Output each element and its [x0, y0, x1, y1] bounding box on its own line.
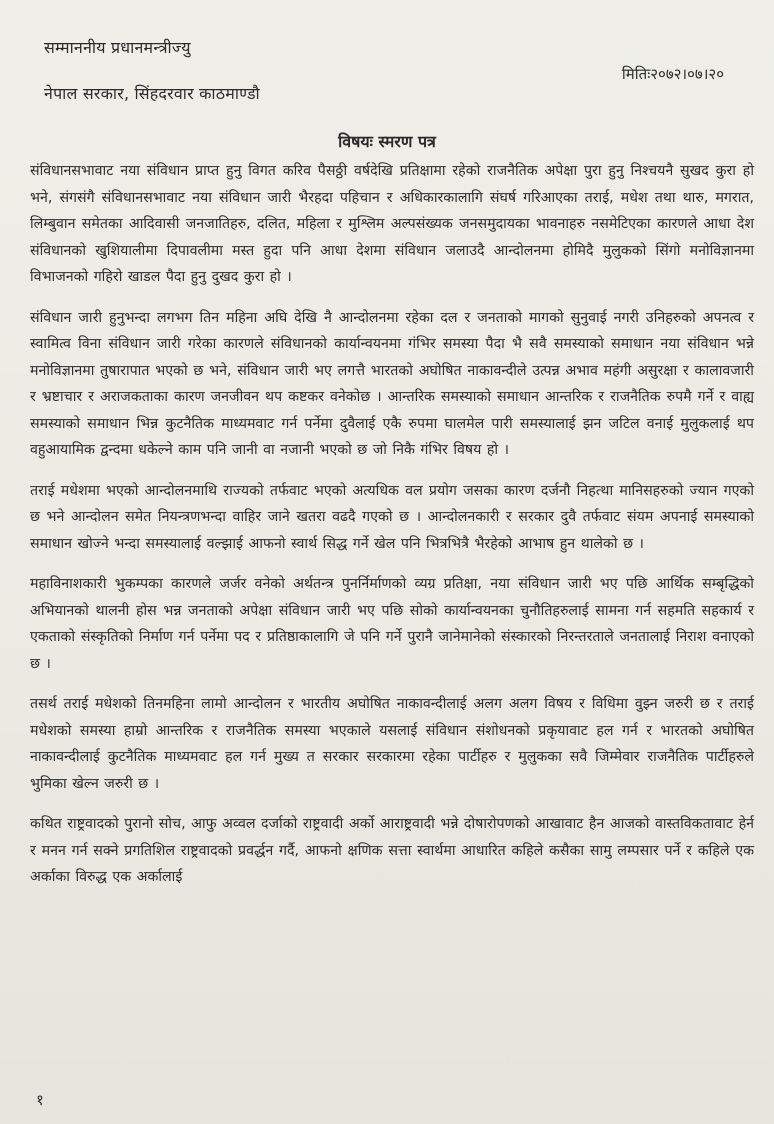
paragraph-5: तसर्थ तराई मधेशको तिनमहिना लामो आन्दोलन र भारतीय अघोषित नाकावन्दीलाई अलग अलग विषय र विधिमा वुझ्न जरुरी छ र तराई मधेशको समस्या हाम्रो आन्तरिक र राजनैतिक समस्या भएकाले यसलाई संविधान संशोधनको प्रकृयावाट हल गर्न र भारतको अघोषित नाकावन्दीलाई कुटनैतिक माध्यमवाट हल गर्न मुख्य त सरकार सरकारमा रहेका पार्टीहरु र मुलुकका सवै जिम्मेवार राजनैतिक पार्टीहरुले भुमिका खेल्न जरुरी छ । [30, 696, 754, 792]
addressee-title: सम्माननीय प्रधानमन्त्रीज्यु [44, 38, 191, 57]
paragraph-4: महाविनाशकारी भुकम्पका कारणले जर्जर वनेको अर्थतन्त्र पुनर्निर्माणको व्यग्र प्रतिक्षा, नया संविधान जारी भए पछि आर्थिक सम्बृद्धिको अभियानको थालनी होस भन्न जनताको अपेक्षा संविधान जारी भए पछि सोको कार्यान्वयनका चुनौतिहरुलाई सामना गर्न सहमति सहकार्य र एकताको संस्कृतिको निर्माण गर्न पर्नेमा पद र प्रतिष्ठाकालागि जे पनि गर्ने पुरानै जानेमानेको संस्कारको निरन्तरताले जनतालाई निराश वनाएको छ । [30, 576, 754, 672]
letter-subject: विषयः स्मरण पत्र [338, 132, 436, 151]
paragraph-6: कथित राष्ट्रवादको पुरानो सोच, आफु अव्वल दर्जाको राष्ट्रवादी अर्को आराष्ट्रवादी भन्ने दोषारोपणको आखावाट हैन आजको वास्तविकतावाट हेर्न र मनन गर्न सक्ने प्रगतिशिल राष्ट्रवादको प्रवर्द्धन गर्दै, आफनो क्षणिक सत्ता स्वार्थमा आधारित कहिले कसैका सामु लम्पसार पर्ने र कहिले एक अर्काका विरुद्ध एक अर्कालाई [30, 816, 754, 885]
addressee-office: नेपाल सरकार, सिंहदरवार काठमाण्डौ [44, 84, 260, 103]
paragraph-2: संविधान जारी हुनुभन्दा लगभग तिन महिना अघि देखि नै आन्दोलनमा रहेका दल र जनताको मागको सुनुवाई नगरी उनिहरुको अपनत्व र स्वामित्व विना संविधान जारी गरेका कारणले संविधानको कार्यान्वयनमा गंभिर समस्या पैदा भै सवै समस्याको समाधान नया संविधान भन्ने मनोविज्ञानमा तुषारापात भएको छ भने, संविधान जारी भए लगत्तै भारतको अघोषित नाकावन्दीले उत्पन्न अभाव महंगी असुरक्षा र कालावजारी र भ्रष्टाचार र अराजकताका कारण जनजीवन थप कष्टकर वनेकोछ । आन्तरिक समस्याको समाधान आन्तरिक र राजनैतिक रुपमै गर्ने र वाह्य समस्याको समाधान भिन्न कुटनैतिक माध्यमवाट गर्न पर्नेमा दुवैलाई एकै रुपमा घालमेल पारी समस्यालाई झन जटिल वनाई मुलुकलाई थप वहुआयामिक द्वन्दमा धकेल्ने काम पनि जानी वा नजानी भएको छ जो निकै गंभिर विषय हो । [30, 309, 754, 458]
paragraph-1: संविधानसभावाट नया संविधान प्राप्त हुनु विगत करिव पैसठ्ठी वर्षदेखि प्रतिक्षामा रहेको राजनैतिक अपेक्षा पुरा हुनु निश्चयनै सुखद कुरा हो भने, संगसंगै संविधानसभावाट नया संविधान जारी भैरहदा पहिचान र अधिकारकालागि संघर्ष गरिआएका तराई, मधेश तथा थारु, मगरात, लिम्बुवान समेतका आदिवासी जनजातिहरु, दलित, महिला र मुश्लिम अल्पसंख्यक जनसमुदायका भावनाहरु नसमेटिएका कारणले आधा देश संविधानको खुशियालीमा दिपावलीमा मस्त हुदा पनि आधा देशमा संविधान जलाउदै आन्दोलनमा होमिदै मुलुकको सिंगो मनोविज्ञानमा विभाजनको गहिरो खाडल पैदा हुनु दुखद कुरा हो । [30, 163, 754, 285]
letter-date: मितिः२०७२।०७।२० [621, 65, 724, 83]
page-number: १ [36, 1091, 44, 1109]
letter-body [30, 158, 754, 891]
paragraph-3: तराई मधेशमा भएको आन्दोलनमाथि राज्यको तर्फवाट भएको अत्यधिक वल प्रयोग जसका कारण दर्जनौ निहत्था मानिसहरुको ज्यान गएको छ भने आन्दोलन समेत नियन्त्रणभन्दा वाहिर जाने खतरा वढदै गएको छ । आन्दोलनकारी र सरकार दुवै तर्फवाट संयम अपनाई समस्याको समाधान खोज्ने भन्दा समस्यालाई वल्झाई आफनो स्वार्थ सिद्ध गर्ने खेल पनि भित्रभित्रै भैरहेको आभाष हुन थालेको छ । [30, 482, 754, 552]
